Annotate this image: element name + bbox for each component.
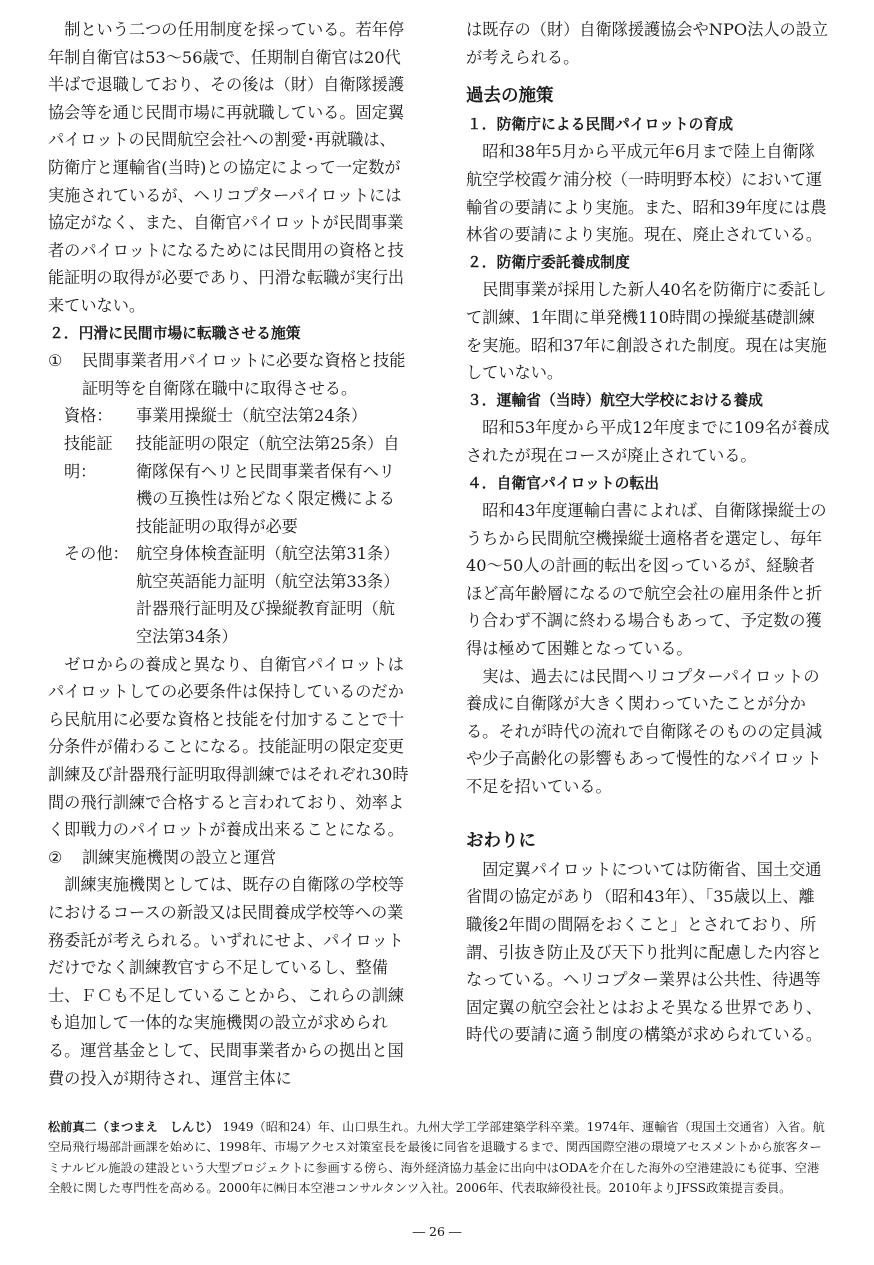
definition-other — [48, 540, 410, 650]
heading-past-1: １．防衛庁による民間パイロットの育成 — [467, 115, 734, 133]
paragraph-past-1: 昭和38年5月から平成元年6月まで陸上自衛隊航空学校霞ケ浦分校（一時明野本校）において運輸省の要請により実施。また、昭和39年度には農林省の要請により実施。現在、廃止されている。 — [466, 142, 827, 245]
author-bio-text: 1949（昭和24）年、山口県生れ。九州大学工学部建築学科卒業。1974年、運輸省（現国土交通省）入省。航空局飛行場部計画課を始めに、1998年、市場アクセス対策室長を最後に同省を退職するまで、関西国際空港の環境アセスメントから旅客ターミナルビル施設の建設という大型プロジェクトに参画する傍ら、海外経済協力基金に出向中はODAを介在した海外の空港建設にも従事、空港全般に関した専門性を高める。2000年に㈱日本空港コンサルタンツ入社。2006年、代表取締役社長。2010年よりJFSS政策提言委員。 — [48, 1120, 825, 1196]
paragraph-from-zero: ゼロからの養成と異なり、自衛官パイロットはパイロットしての必要条件は保持しているのだから民航用に必要な資格と技能を付加することで十分条件が備わることになる。技能証明の限定変更訓練及び計器飛行証明取得訓練ではそれぞれ30時間の飛行訓練で合格すると言われており、効率よく即戦力のパイロットが養成出来ることになる。 — [48, 654, 409, 840]
item-number-1: ① — [48, 351, 63, 371]
definition-line: 航空身体検査証明（航空法第31条） — [136, 544, 400, 564]
definition-line: 航空英語能力証明（航空法第33条） — [136, 571, 400, 591]
heading-past-4: ４．自衛官パイロットの転出 — [467, 474, 660, 492]
definition-list — [136, 540, 410, 650]
heading-smooth-transfer: ２．円滑に民間市場に転職させる施策 — [49, 324, 301, 342]
item-text-2: 訓練実施機関の設立と運営 — [82, 847, 277, 867]
left-column — [48, 16, 410, 1092]
item-number-2: ② — [48, 847, 63, 867]
paragraph-conclusion: 固定翼パイロットについては防衛省、国土交通省間の協定があり（昭和43年）、「35歳以上、離職後2年間の間隔をおくこと」とされており、所謂、引抜き防止及び天下り批判に配慮した内容となっている。ヘリコプター業界は公共性、待遇等固定翼の航空会社とはおよそ異なる世界であり、時代の要請に適う制度の構築が求められている。 — [466, 859, 823, 1045]
section-title-conclusion: おわりに — [466, 831, 536, 852]
heading-past-2: ２．防衛庁委託養成制度 — [467, 253, 630, 271]
paragraph-intro: 制という二つの任用制度を採っている。若年停年制自衛官は53～56歳で、任期制自衛官は20代半ばで退職しており、その後は（財）自衛隊援護協会等を通じ民間市場に再就職している。固定翼パイロットの民間航空会社への割愛･再就職は、防衛庁と運輸省(当時)との協定によって一定数が実施されているが、ヘリコプターパイロットには協定がなく、また、自衛官パイロットが民間事業者のパイロットになるためには民間用の資格と技能証明の取得が必要であり、円滑な転職が実行出来ていない。 — [48, 20, 405, 315]
paragraph-continued: は既存の（財）自衛隊援護協会やNPO法人の設立が考えられる。 — [466, 20, 829, 67]
paragraph-past-3: 昭和53年度から平成12年度までに109名が養成されたが現在コースが廃止されている。 — [466, 418, 830, 465]
list-item-1 — [48, 347, 410, 402]
definition-label: 技能証明： — [64, 433, 113, 481]
definition-line: 計器飛行証明及び操縦教育証明（航空法第34条） — [136, 599, 395, 647]
item-text-1: 民間事業者用パイロットに必要な資格と技能証明等を自衛隊在職中に取得させる。 — [82, 351, 406, 398]
paragraph-past-4: 昭和43年度運輸白書によれば、自衛隊操縦士のうちから民間航空機操縦士適格者を選定し、毎年40～50人の計画的転出を図っているが、経験者ほど高年齢層になるので航空会社の雇用条件と折り合わず不調に終わる場合もあって、予定数の獲得は極めて困難となっている。 — [466, 501, 827, 659]
paragraph-past-2: 民間事業が採用した新人40名を防衛庁に委託して訓練、1年間に単発機110時間の操縦基礎訓練を実施。昭和37年に創設された制度。現在は実施していない。 — [466, 280, 827, 383]
definition-license — [48, 430, 410, 540]
paragraph-training-body: 訓練実施機関としては、既存の自衛隊の学校等におけるコースの新設又は民間養成学校等への業務委託が考えられる。いずれにせよ、パイロットだけでなく訓練教官すら不足しているし、整備士、ＦＣも不足していることから、これらの訓練も追加して一体的な実施機関の設立が求められる。運営基金として、民間事業者からの拠出と国費の投入が期待され、運営主体に — [48, 875, 405, 1088]
right-column — [466, 16, 830, 1049]
section-title-past-measures: 過去の施策 — [466, 86, 554, 107]
definition-qualification — [48, 402, 410, 430]
author-bio — [48, 1117, 828, 1199]
author-name: 松前真二（まつまえ しんじ） — [48, 1120, 219, 1134]
page-number: ― 26 ― — [412, 1224, 462, 1239]
definition-label: 資格： — [64, 406, 113, 426]
definition-text: 事業用操縦士（航空法第24条） — [136, 406, 368, 426]
list-item-2 — [48, 844, 410, 872]
definition-label: その他： — [64, 544, 129, 564]
paragraph-past-5: 実は、過去には民間ヘリコプターパイロットの養成に自衛隊が大きく関わっていたことが分かる。それが時代の流れで自衛隊そのものの定員減や少子高齢化の影響もあって慢性的なパイロット不足を招いている。 — [466, 666, 823, 797]
heading-past-3: ３．運輸省（当時）航空大学校における養成 — [467, 391, 763, 409]
definition-text: 技能証明の限定（航空法第25条）自衛隊保有ヘリと民間事業者保有ヘリ機の互換性は殆どなく限定機による技能証明の取得が必要 — [136, 433, 400, 536]
